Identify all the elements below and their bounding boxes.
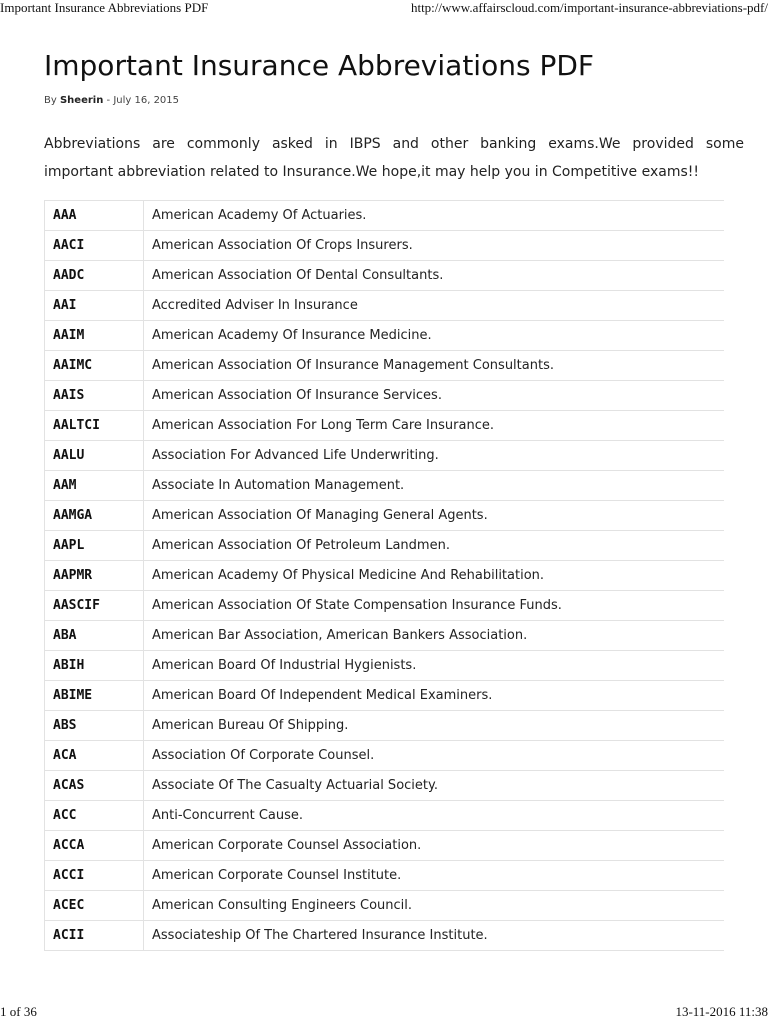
abbreviation-meaning: American Board Of Independent Medical Examiners. (144, 681, 725, 711)
abbreviation-meaning: Association For Advanced Life Underwriting. (144, 441, 725, 471)
table-row (45, 591, 725, 621)
abbreviation-code: AASCIF (45, 591, 144, 621)
abbreviation-meaning: Association Of Corporate Counsel. (144, 741, 725, 771)
intro-line-2: important abbreviation related to Insurance.We hope,it may help you in Competitive exams!! (44, 164, 699, 180)
intro-word: banking (480, 136, 537, 152)
table-row (45, 441, 725, 471)
abbreviation-code: AACI (45, 231, 144, 261)
page-number: 1 of 36 (0, 1004, 37, 1019)
table-row (45, 261, 725, 291)
abbreviation-meaning: American Bureau Of Shipping. (144, 711, 725, 741)
abbreviation-meaning: American Board Of Industrial Hygienists. (144, 651, 725, 681)
abbreviation-meaning: American Academy Of Physical Medicine And Rehabilitation. (144, 561, 725, 591)
abbreviation-code: ABIME (45, 681, 144, 711)
article (44, 44, 744, 951)
byline (44, 94, 724, 108)
intro-word: exams.We (548, 136, 621, 152)
intro-word: other (430, 136, 469, 152)
intro-line-1 (44, 130, 744, 158)
table-row (45, 291, 725, 321)
table-row (45, 831, 725, 861)
print-footer (0, 1004, 768, 1020)
intro-word: some (705, 136, 744, 152)
table-row (45, 321, 725, 351)
abbreviation-meaning: American Consulting Engineers Council. (144, 891, 725, 921)
intro-word: commonly (186, 136, 260, 152)
abbreviation-meaning: Anti-Concurrent Cause. (144, 801, 725, 831)
abbreviation-meaning: American Association For Long Term Care Insurance. (144, 411, 725, 441)
abbreviation-meaning: American Bar Association, American Bankers Association. (144, 621, 725, 651)
abbreviation-code: ACCI (45, 861, 144, 891)
abbreviation-meaning: American Association Of Petroleum Landmen. (144, 531, 725, 561)
abbreviation-code: AAPMR (45, 561, 144, 591)
abbreviation-meaning: American Association Of Insurance Services. (144, 381, 725, 411)
table-row (45, 201, 725, 231)
table-row (45, 651, 725, 681)
abbreviation-meaning: American Corporate Counsel Association. (144, 831, 725, 861)
intro-word: provided (632, 136, 694, 152)
abbreviation-code: AAMGA (45, 501, 144, 531)
abbreviation-meaning: American Association Of Dental Consultants. (144, 261, 725, 291)
intro-paragraph (44, 130, 744, 186)
abbreviation-meaning: Accredited Adviser In Insurance (144, 291, 725, 321)
abbreviation-code: AAM (45, 471, 144, 501)
table-row (45, 891, 725, 921)
abbreviation-code: ACC (45, 801, 144, 831)
print-header-title: Important Insurance Abbreviations PDF (0, 0, 209, 15)
print-datetime: 13-11-2016 11:38 (675, 1004, 768, 1019)
abbreviation-code: AAIMC (45, 351, 144, 381)
table-row (45, 741, 725, 771)
table-row (45, 411, 725, 441)
intro-word: asked (271, 136, 313, 152)
print-header-url[interactable]: http://www.affairscloud.com/important-insurance-abbreviations-pdf/ (410, 0, 768, 15)
abbreviation-code: AALU (45, 441, 144, 471)
abbreviation-code: AAIM (45, 321, 144, 351)
publish-date: July 16, 2015 (113, 95, 180, 106)
table-row (45, 621, 725, 651)
abbreviation-meaning: American Association Of Insurance Management Consultants. (144, 351, 725, 381)
table-row (45, 351, 725, 381)
abbreviation-meaning: American Association Of Managing General Agents. (144, 501, 725, 531)
table-row (45, 771, 725, 801)
abbreviation-meaning: American Corporate Counsel Institute. (144, 861, 725, 891)
intro-word: and (392, 136, 419, 152)
abbreviation-code: ACII (45, 921, 144, 951)
intro-word: are (152, 136, 175, 152)
byline-separator: - (106, 95, 111, 106)
table-row (45, 531, 725, 561)
abbreviation-code: ABIH (45, 651, 144, 681)
abbreviation-meaning: American Association Of Crops Insurers. (144, 231, 725, 261)
table-row (45, 501, 725, 531)
abbreviation-code: ACCA (45, 831, 144, 861)
abbreviation-code: ACAS (45, 771, 144, 801)
abbreviation-code: AALTCI (45, 411, 144, 441)
abbreviation-code: AADC (45, 261, 144, 291)
table-row (45, 231, 725, 261)
intro-word: IBPS (349, 136, 381, 152)
abbreviation-code: AAI (45, 291, 144, 321)
byline-prefix: By (44, 95, 57, 106)
abbreviation-meaning: American Academy Of Insurance Medicine. (144, 321, 725, 351)
abbreviation-code: ABA (45, 621, 144, 651)
table-row (45, 471, 725, 501)
table-row (45, 921, 725, 951)
abbreviation-meaning: American Association Of State Compensation Insurance Funds. (144, 591, 725, 621)
table-row (45, 681, 725, 711)
abbreviations-table (44, 200, 724, 951)
abbreviation-meaning: Associate In Automation Management. (144, 471, 725, 501)
abbreviation-meaning: American Academy Of Actuaries. (144, 201, 725, 231)
abbreviation-code: ACEC (45, 891, 144, 921)
abbreviation-code: AAIS (45, 381, 144, 411)
table-row (45, 861, 725, 891)
abbreviation-code: ACA (45, 741, 144, 771)
table-row (45, 801, 725, 831)
intro-word: Abbreviations (44, 136, 141, 152)
table-row (45, 381, 725, 411)
table-row (45, 561, 725, 591)
abbreviation-code: AAA (45, 201, 144, 231)
author-link[interactable]: Sheerin (59, 95, 104, 106)
abbreviation-code: AAPL (45, 531, 144, 561)
abbreviation-meaning: Associate Of The Casualty Actuarial Society. (144, 771, 725, 801)
print-header (0, 0, 768, 16)
abbreviation-code: ABS (45, 711, 144, 741)
table-row (45, 711, 725, 741)
article-title: Important Insurance Abbreviations PDF (44, 49, 594, 82)
intro-word: in (324, 136, 338, 152)
abbreviation-meaning: Associateship Of The Chartered Insurance Institute. (144, 921, 725, 951)
